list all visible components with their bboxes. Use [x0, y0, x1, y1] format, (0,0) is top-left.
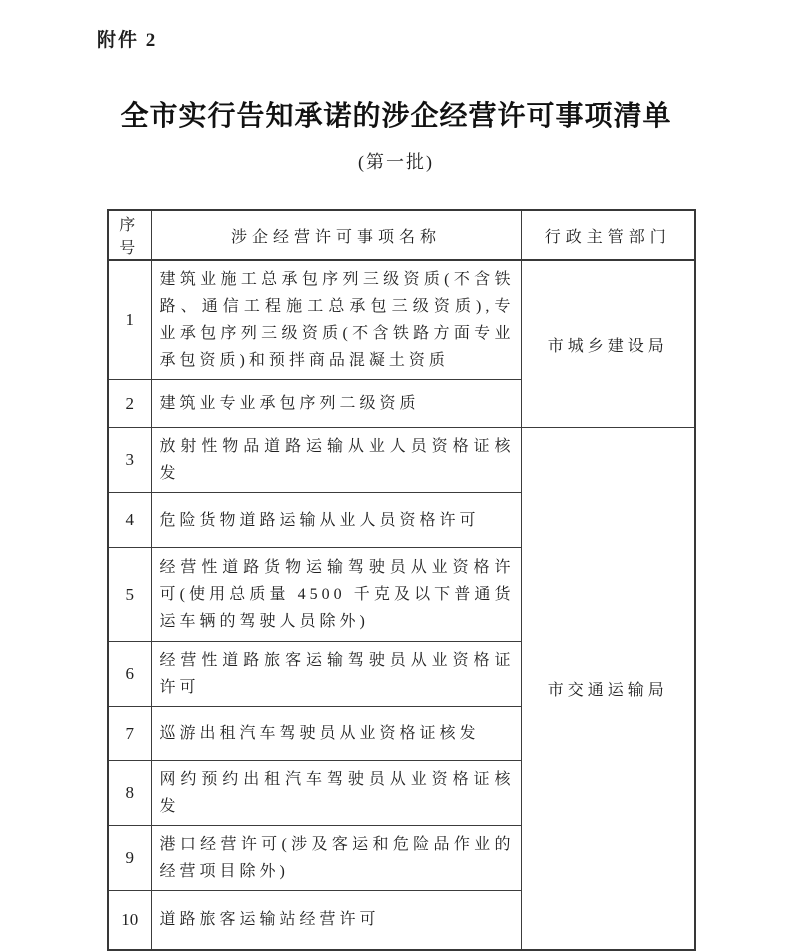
- page-subtitle: (第一批): [358, 152, 434, 172]
- permit-name-cell: 港口经营许可(涉及客运和危险品作业的经营项目除外): [151, 826, 521, 891]
- row-number-cell: 4: [108, 493, 151, 548]
- permit-table: [107, 209, 696, 951]
- header-department: 行政主管部门: [521, 210, 695, 260]
- attachment-label: 附件 2: [97, 30, 158, 51]
- permit-name-cell: 建筑业专业承包序列二级资质: [151, 380, 521, 428]
- permit-name-cell: 道路旅客运输站经营许可: [151, 891, 521, 950]
- row-number-cell: 6: [108, 642, 151, 707]
- permit-name-cell: 经营性道路旅客运输驾驶员从业资格证许可: [151, 642, 521, 707]
- row-number-cell: 7: [108, 707, 151, 761]
- permit-name-cell: 危险货物道路运输从业人员资格许可: [151, 493, 521, 548]
- row-number-cell: 8: [108, 761, 151, 826]
- table-row: [108, 260, 695, 380]
- row-number-cell: 1: [108, 260, 151, 380]
- permit-name-cell: 经营性道路货物运输驾驶员从业资格许可(使用总质量 4500 千克及以下普通货运车辆的驾驶人员除外): [151, 548, 521, 642]
- department-cell: 市交通运输局: [521, 428, 695, 950]
- row-number-cell: 10: [108, 891, 151, 950]
- page-title: 全市实行告知承诺的涉企经营许可事项清单: [120, 101, 672, 132]
- header-no: 序号: [108, 210, 151, 260]
- row-number-cell: 9: [108, 826, 151, 891]
- header-name: 涉企经营许可事项名称: [151, 210, 521, 260]
- department-cell: 市城乡建设局: [521, 260, 695, 428]
- row-number-cell: 5: [108, 548, 151, 642]
- row-number-cell: 3: [108, 428, 151, 493]
- permit-name-cell: 建筑业施工总承包序列三级资质(不含铁路、通信工程施工总承包三级资质),专业承包序列三级资质(不含铁路方面专业承包资质)和预拌商品混凝土资质: [151, 260, 521, 380]
- table-header-row: [108, 210, 695, 260]
- row-number-cell: 2: [108, 380, 151, 428]
- table-row: [108, 428, 695, 493]
- permit-name-cell: 巡游出租汽车驾驶员从业资格证核发: [151, 707, 521, 761]
- permit-name-cell: 网约预约出租汽车驾驶员从业资格证核发: [151, 761, 521, 826]
- permit-name-cell: 放射性物品道路运输从业人员资格证核发: [151, 428, 521, 493]
